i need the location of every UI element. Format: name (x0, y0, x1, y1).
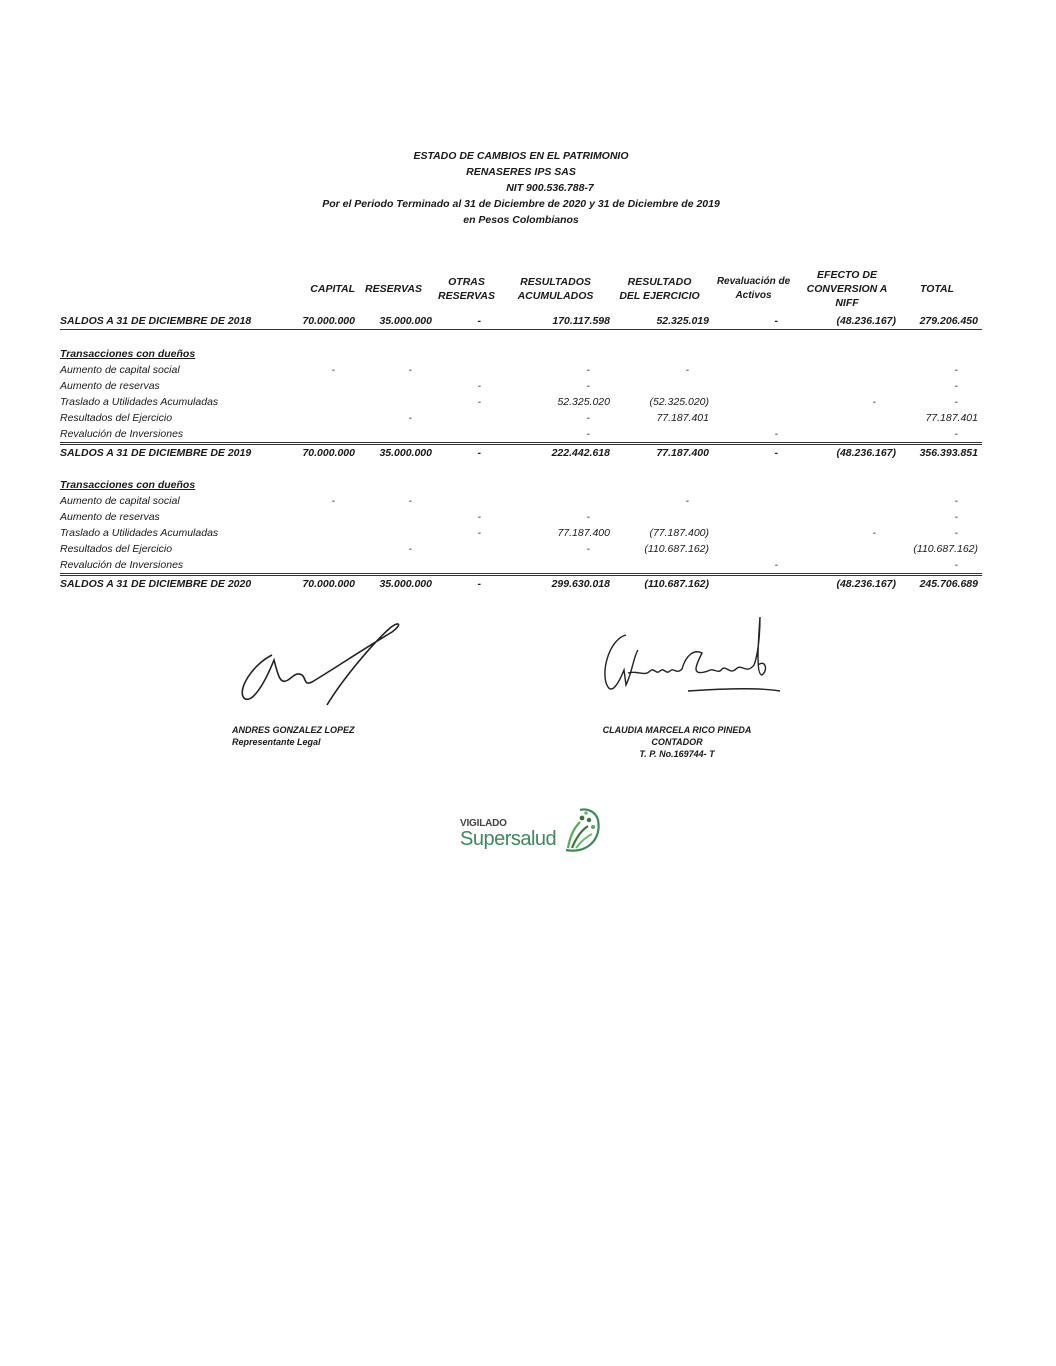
table-row (60, 394, 982, 410)
value-cell: - (586, 543, 590, 555)
signature-legal-rep (232, 620, 412, 710)
row-label: Aumento de capital social (60, 495, 180, 507)
value-cell: - (586, 364, 590, 376)
signature-block-legal-rep (232, 724, 355, 748)
row-label: Aumento de reservas (60, 380, 160, 392)
row-label: SALDOS A 31 DE DICIEMBRE DE 2018 (60, 315, 252, 327)
signer-role: CONTADOR (651, 737, 703, 747)
saldo-row-2018 (60, 313, 982, 330)
value-cell: - (331, 495, 335, 507)
table-row (60, 362, 982, 378)
column-header-line: RESERVAS (438, 290, 495, 302)
value-cell: 52.325.020 (557, 396, 610, 408)
column-header-line: CONVERSION A (806, 283, 888, 295)
value-cell: - (586, 428, 590, 440)
logo-top-text: VIGILADO (460, 818, 507, 829)
value-cell: - (774, 428, 778, 440)
column-header-line: Activos (735, 290, 772, 301)
row-label: SALDOS A 31 DE DICIEMBRE DE 2019 (60, 447, 252, 459)
value-cell: 70.000.000 (302, 447, 355, 459)
row-label: SALDOS A 31 DE DICIEMBRE DE 2020 (60, 578, 252, 590)
column-header-line: TOTAL (919, 283, 955, 295)
value-cell: (48.236.167) (836, 578, 896, 590)
table-row (60, 378, 982, 394)
signer-name: ANDRES GONZALEZ LOPEZ (232, 725, 355, 735)
column-header-line: RESULTADOS (520, 276, 591, 288)
column-header (355, 282, 432, 296)
section-title: Transacciones con dueños (60, 348, 196, 360)
row-label: Revalución de Inversiones (60, 559, 184, 571)
value-cell: - (954, 559, 958, 571)
table-row (60, 509, 982, 525)
row-label: Aumento de capital social (60, 364, 180, 376)
signer-license: T. P. No.169744- T (639, 749, 715, 759)
value-cell: - (872, 527, 876, 539)
section-title: Transacciones con dueños (60, 479, 196, 491)
value-cell: 299.630.018 (551, 578, 610, 590)
value-cell: - (408, 495, 412, 507)
report-period: Por el Periodo Terminado al 31 de Diciembre de 2020 y 31 de Diciembre de 2019 (322, 198, 720, 210)
value-cell: - (477, 578, 481, 590)
value-cell: - (408, 364, 412, 376)
value-cell: - (477, 396, 481, 408)
table-row (60, 557, 982, 573)
company-nit: NIT 900.536.788-7 (506, 182, 594, 194)
section-title-row (60, 477, 982, 493)
value-cell: (110.687.162) (644, 578, 709, 590)
value-cell: 77.187.401 (656, 412, 709, 424)
value-cell: (48.236.167) (836, 315, 896, 327)
column-header (798, 268, 896, 310)
column-header-line: Revaluación de (716, 276, 791, 287)
currency-note: en Pesos Colombianos (463, 214, 579, 226)
section-title-row (60, 346, 982, 362)
value-cell: 70.000.000 (302, 578, 355, 590)
value-cell: - (685, 364, 689, 376)
value-cell: 35.000.000 (379, 578, 432, 590)
value-cell: - (408, 412, 412, 424)
row-label: Aumento de reservas (60, 511, 160, 523)
value-cell: (77.187.400) (649, 527, 709, 539)
value-cell: - (477, 527, 481, 539)
document-title: ESTADO DE CAMBIOS EN EL PATRIMONIO (413, 150, 629, 162)
signature-accountant (598, 615, 788, 715)
column-header-line: OTRAS (448, 276, 485, 288)
value-cell: - (774, 315, 778, 327)
value-cell: 35.000.000 (379, 315, 432, 327)
signer-name: CLAUDIA MARCELA RICO PINEDA (602, 725, 752, 735)
value-cell: - (586, 380, 590, 392)
column-header (501, 275, 610, 303)
table-row (60, 410, 982, 426)
column-header-line: RESULTADO (627, 276, 692, 288)
column-header-line: DEL EJERCICIO (619, 290, 700, 302)
table-row (60, 525, 982, 541)
value-cell: 70.000.000 (302, 315, 355, 327)
column-header (432, 275, 501, 303)
supersalud-logo (458, 806, 608, 856)
value-cell: - (586, 412, 590, 424)
column-header (294, 282, 355, 296)
document-header (0, 148, 1042, 228)
value-cell: - (954, 396, 958, 408)
row-label: Resultados del Ejercicio (60, 543, 173, 555)
value-cell: - (774, 559, 778, 571)
logo-brand: Supersalud (460, 828, 557, 850)
column-header-line: NIFF (835, 297, 859, 309)
value-cell: - (586, 511, 590, 523)
row-label: Traslado a Utilidades Acumuladas (60, 396, 219, 408)
saldo-row-2019 (60, 442, 982, 461)
value-cell: - (954, 511, 958, 523)
value-cell: 245.706.689 (919, 578, 978, 590)
value-cell: 77.187.400 (656, 447, 709, 459)
value-cell: - (954, 364, 958, 376)
company-name: RENASERES IPS SAS (466, 166, 576, 178)
column-header-line: ACUMULADOS (517, 290, 594, 302)
column-header-line: CAPITAL (310, 283, 355, 295)
value-cell: - (331, 364, 335, 376)
column-header (709, 275, 798, 303)
value-cell: 279.206.450 (919, 315, 978, 327)
value-cell: 356.393.851 (919, 447, 978, 459)
table-row (60, 426, 982, 442)
signer-role: Representante Legal (232, 737, 321, 747)
value-cell: - (872, 396, 876, 408)
value-cell: - (477, 447, 481, 459)
row-label: Revalución de Inversiones (60, 428, 184, 440)
value-cell: 77.187.401 (925, 412, 978, 424)
value-cell: (52.325.020) (649, 396, 709, 408)
supersalud-leaf-icon (558, 806, 604, 854)
value-cell: - (477, 511, 481, 523)
table-row (60, 541, 982, 557)
column-header-line: RESERVAS (365, 283, 422, 295)
column-header-line: EFECTO DE (817, 269, 877, 281)
value-cell: 77.187.400 (557, 527, 610, 539)
value-cell: - (408, 543, 412, 555)
row-label: Resultados del Ejercicio (60, 412, 173, 424)
value-cell: - (954, 428, 958, 440)
column-header (896, 282, 978, 296)
table-row (60, 493, 982, 509)
signature-block-accountant (598, 724, 756, 760)
value-cell: 52.325.019 (656, 315, 709, 327)
value-cell: 35.000.000 (379, 447, 432, 459)
value-cell: - (774, 447, 778, 459)
value-cell: - (954, 527, 958, 539)
saldo-row-2020 (60, 573, 982, 592)
value-cell: - (954, 495, 958, 507)
value-cell: 170.117.598 (552, 315, 610, 327)
value-cell: - (477, 315, 481, 327)
value-cell: (110.687.162) (644, 543, 709, 555)
value-cell: - (954, 380, 958, 392)
value-cell: 222.442.618 (551, 447, 610, 459)
value-cell: - (685, 495, 689, 507)
value-cell: (110.687.162) (913, 543, 978, 555)
equity-changes-table (60, 265, 982, 592)
value-cell: - (477, 380, 481, 392)
value-cell: (48.236.167) (836, 447, 896, 459)
table-header-row (60, 265, 982, 313)
column-header (610, 275, 709, 303)
row-label: Traslado a Utilidades Acumuladas (60, 527, 219, 539)
